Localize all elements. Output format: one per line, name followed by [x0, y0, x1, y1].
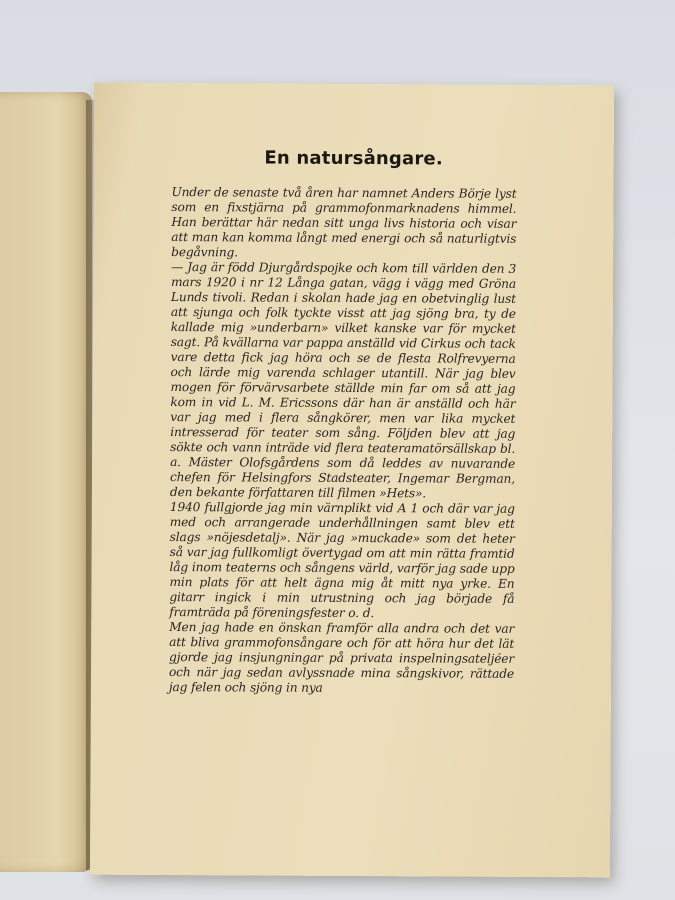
page-body: [169, 185, 517, 697]
left-page: [0, 92, 92, 872]
paragraph-military: 1940 fullgjorde jag min värnplikt vid A 1 och där var jag med och arrangerade underhållningen samt blev ett slags »nöjesdetalj». När jag »muckade» som det heter så var jag fullkomligt övertygad om att min rätta framtid låg inom teaterns och sångens värld, varför jag sade upp min plats för att helt ägna mig åt mitt nya yrke. En gitarr ingick i min utrustning och jag började få framträda på föreningsfester o. d.: [169, 500, 515, 621]
paragraph-recording: Men jag hade en önskan framför alla andra och det var att bliva grammofonsångare och för att höra hur det lät gjorde jag insjungningar på privata inspelningsateljéer och när jag sedan avlyssnade mina sångskivor, rättade jag felen och sjöng in nya: [168, 620, 515, 695]
page-title: En natursångare.: [264, 147, 443, 170]
paragraph-childhood: — Jag är född Djurgårdspojke och kom till världen den 3 mars 1920 i nr 12 Långa gatan, vägg i vägg med Gröna Lunds tivoli. Redan i skolan hade jag en obetvinglig lust att sjunga och folk tyckte visst att jag sjöng bra, ty de kallade mig »underbarn» vilket kanske var för mycket sagt. På kvällarna var pappa anställd vid Cirkus och tack vare detta fick jag höra och se de flesta Rolfrevyerna och lärde mig varenda schlager utantill. När jag blev mogen för förvärvsarbete ställde min far om så att jag kom in vid L. M. Ericssons där han är anställd och här var jag med i flera sångkörer, men var lika mycket intresserad för teater som sång. Följden blev att jag sökte och vann inträde vid flera teateramatörsällskap bl. a. Mäster Olofsgårdens som då leddes av nuvarande chefen för Helsingfors Stadsteater, Ingemar Bergman, den bekante författaren till filmen »Hets».: [169, 260, 517, 501]
paragraph-intro: Under de senaste två åren har namnet Anders Börje lyst som en fixstjärna på grammofonmarknadens himmel. Han berättar här nedan sitt unga livs historia och visar att man kan komma långt med energi och så naturligtvis begåvning.: [171, 185, 517, 260]
book-page: [90, 83, 614, 878]
